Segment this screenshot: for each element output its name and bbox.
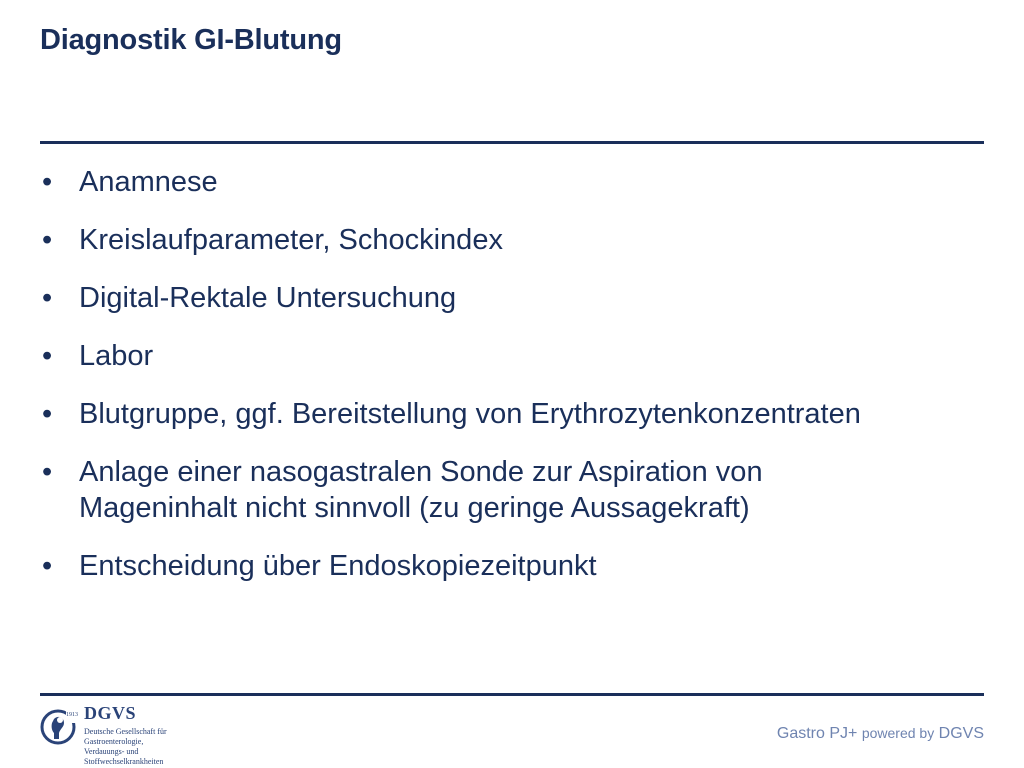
bullet-item bbox=[40, 338, 1005, 374]
logo-subtitle-line: Stoffwechselkrankheiten bbox=[84, 757, 164, 766]
bullet-text: Entscheidung über Endoskopiezeitpunkt bbox=[79, 550, 597, 582]
dgvs-emblem-icon bbox=[40, 705, 80, 749]
footer-brand: Gastro PJ+ bbox=[776, 725, 858, 742]
dgvs-logo bbox=[40, 703, 180, 766]
bullet-item bbox=[40, 454, 1005, 526]
footer-org: DGVS bbox=[938, 725, 984, 742]
bullet-item bbox=[40, 548, 1005, 584]
footer-divider bbox=[40, 693, 984, 696]
bullet-item bbox=[40, 164, 1005, 200]
bullet-dot: • bbox=[42, 398, 53, 430]
bullet-item bbox=[40, 222, 1005, 258]
bullet-item bbox=[40, 396, 1005, 432]
bullet-text: Digital-Rektale Untersuchung bbox=[79, 282, 457, 314]
logo-subtitle-line: Verdauungs- und bbox=[84, 747, 139, 756]
bullet-dot: • bbox=[42, 282, 53, 314]
footer-credit bbox=[777, 725, 984, 743]
title-divider bbox=[40, 141, 984, 144]
bullet-item bbox=[40, 280, 1005, 316]
bullet-dot: • bbox=[42, 224, 53, 256]
slide-title: Diagnostik GI-Blutung bbox=[40, 24, 342, 56]
bullet-text: Blutgruppe, ggf. Bereitstellung von Erythrozytenkonzentraten bbox=[79, 398, 861, 430]
bullet-text-line: Anlage einer nasogastralen Sonde zur Aspiration von bbox=[79, 456, 763, 488]
logo-subtitle-line: Deutsche Gesellschaft für bbox=[84, 727, 167, 736]
bullet-text: Labor bbox=[79, 340, 154, 372]
logo-name: DGVS bbox=[84, 703, 137, 723]
bullet-list bbox=[40, 164, 1005, 606]
bullet-text: Kreislaufparameter, Schockindex bbox=[79, 224, 503, 256]
footer-powered-by: powered by bbox=[861, 725, 935, 741]
logo-year: 1913 bbox=[66, 712, 78, 718]
bullet-dot: • bbox=[42, 456, 53, 488]
bullet-text-line: Mageninhalt nicht sinnvoll (zu geringe Aussagekraft) bbox=[79, 492, 750, 524]
bullet-dot: • bbox=[42, 166, 53, 198]
bullet-dot: • bbox=[42, 340, 53, 372]
logo-subtitle-line: Gastroenterologie, bbox=[84, 737, 144, 746]
logo-subtitle bbox=[84, 727, 184, 767]
bullet-dot: • bbox=[42, 550, 53, 582]
bullet-text: Anamnese bbox=[79, 166, 218, 198]
